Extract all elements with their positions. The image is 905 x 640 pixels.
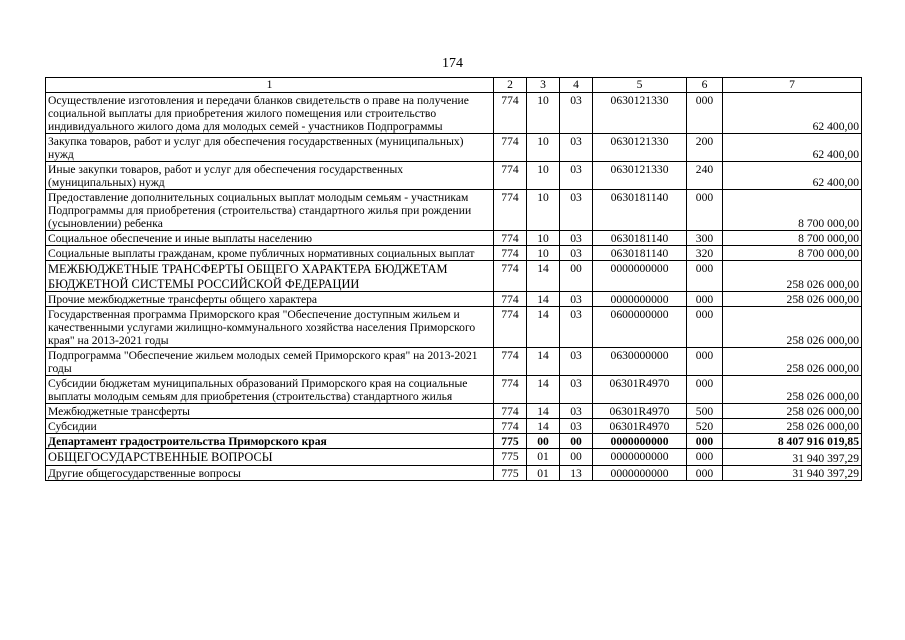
expense-type-cell: 000 <box>687 307 723 348</box>
table-row <box>46 162 862 190</box>
subsection-code-cell: 03 <box>560 404 593 419</box>
subsection-code-cell: 03 <box>560 162 593 190</box>
target-article-cell: 0000000000 <box>593 292 687 307</box>
table-row <box>46 246 862 261</box>
column-header: 5 <box>593 78 687 93</box>
section-code-cell: 00 <box>527 434 560 449</box>
page-number: 174 <box>442 56 463 71</box>
amount-cell: 258 026 000,00 <box>723 404 862 419</box>
target-article-cell: 0630181140 <box>593 231 687 246</box>
row-name-cell: Департамент градостроительства Приморского края <box>46 434 494 449</box>
admin-code-cell: 774 <box>494 162 527 190</box>
subsection-code-cell: 03 <box>560 246 593 261</box>
subsection-code-cell: 03 <box>560 231 593 246</box>
target-article-cell: 0630121330 <box>593 93 687 134</box>
subsection-code-cell: 03 <box>560 419 593 434</box>
subsection-code-cell: 03 <box>560 376 593 404</box>
table-row <box>46 404 862 419</box>
row-name-cell: Другие общегосударственные вопросы <box>46 465 494 480</box>
section-code-cell: 14 <box>527 348 560 376</box>
admin-code-cell: 774 <box>494 231 527 246</box>
section-code-cell: 10 <box>527 93 560 134</box>
admin-code-cell: 774 <box>494 261 527 292</box>
target-article-cell: 0630000000 <box>593 348 687 376</box>
section-code-cell: 14 <box>527 419 560 434</box>
table-row <box>46 449 862 466</box>
target-article-cell: 0000000000 <box>593 434 687 449</box>
amount-cell: 258 026 000,00 <box>723 307 862 348</box>
admin-code-cell: 774 <box>494 292 527 307</box>
expense-type-cell: 000 <box>687 292 723 307</box>
admin-code-cell: 774 <box>494 246 527 261</box>
table-row <box>46 134 862 162</box>
section-code-cell: 01 <box>527 449 560 466</box>
section-code-cell: 10 <box>527 246 560 261</box>
row-name-cell: Прочие межбюджетные трансферты общего характера <box>46 292 494 307</box>
admin-code-cell: 775 <box>494 434 527 449</box>
row-name-cell: Предоставление дополнительных социальных выплат молодым семьям - участникам Подпрограммы для приобретения (строительства) стандартного жилья при рождении (усыновлении) ребенка <box>46 190 494 231</box>
subsection-code-cell: 00 <box>560 261 593 292</box>
section-code-cell: 14 <box>527 404 560 419</box>
admin-code-cell: 774 <box>494 307 527 348</box>
admin-code-cell: 774 <box>494 93 527 134</box>
subsection-code-cell: 03 <box>560 348 593 376</box>
table-row <box>46 231 862 246</box>
row-name-cell: Субсидии бюджетам муниципальных образований Приморского края на социальные выплаты молодым семьям для приобретения (строительства) стандартного жилья <box>46 376 494 404</box>
amount-cell: 62 400,00 <box>723 162 862 190</box>
section-code-cell: 14 <box>527 376 560 404</box>
expense-type-cell: 520 <box>687 419 723 434</box>
row-name-cell: Осуществление изготовления и передачи бланков свидетельств о праве на получение социальной выплаты для приобретения жилого помещения или строительство индивидуального жилого дома для молодых семей - участников Подпрограммы <box>46 93 494 134</box>
row-name-cell: Субсидии <box>46 419 494 434</box>
column-header: 3 <box>527 78 560 93</box>
row-name-cell: Государственная программа Приморского края "Обеспечение доступным жильем и качественными услугами жилищно-коммунального хозяйства населения Приморского края" на 2013-2021 годы <box>46 307 494 348</box>
row-name-cell: Подпрограмма "Обеспечение жильем молодых семей Приморского края" на 2013-2021 годы <box>46 348 494 376</box>
expense-type-cell: 200 <box>687 134 723 162</box>
target-article-cell: 0630181140 <box>593 246 687 261</box>
target-article-cell: 06301R4970 <box>593 419 687 434</box>
amount-cell: 258 026 000,00 <box>723 376 862 404</box>
table-row <box>46 190 862 231</box>
admin-code-cell: 774 <box>494 404 527 419</box>
row-name-cell: Иные закупки товаров, работ и услуг для обеспечения государственных (муниципальных) нужд <box>46 162 494 190</box>
header-row <box>46 78 862 93</box>
amount-cell: 62 400,00 <box>723 93 862 134</box>
section-code-cell: 14 <box>527 261 560 292</box>
amount-cell: 31 940 397,29 <box>723 449 862 466</box>
expense-type-cell: 000 <box>687 449 723 466</box>
admin-code-cell: 774 <box>494 190 527 231</box>
column-header: 6 <box>687 78 723 93</box>
expense-type-cell: 000 <box>687 465 723 480</box>
target-article-cell: 0630121330 <box>593 162 687 190</box>
subsection-code-cell: 03 <box>560 134 593 162</box>
amount-cell: 62 400,00 <box>723 134 862 162</box>
table-row <box>46 292 862 307</box>
amount-cell: 258 026 000,00 <box>723 419 862 434</box>
expense-type-cell: 000 <box>687 261 723 292</box>
section-code-cell: 10 <box>527 134 560 162</box>
expense-type-cell: 000 <box>687 376 723 404</box>
row-name-cell: Социальное обеспечение и иные выплаты населению <box>46 231 494 246</box>
row-name-cell: Социальные выплаты гражданам, кроме публичных нормативных социальных выплат <box>46 246 494 261</box>
column-header: 2 <box>494 78 527 93</box>
subsection-code-cell: 03 <box>560 307 593 348</box>
table-row <box>46 419 862 434</box>
expense-type-cell: 320 <box>687 246 723 261</box>
expense-type-cell: 000 <box>687 190 723 231</box>
table-row <box>46 434 862 449</box>
admin-code-cell: 774 <box>494 376 527 404</box>
subsection-code-cell: 00 <box>560 434 593 449</box>
expense-type-cell: 000 <box>687 434 723 449</box>
section-code-cell: 10 <box>527 231 560 246</box>
row-name-cell: Межбюджетные трансферты <box>46 404 494 419</box>
table-row <box>46 465 862 480</box>
amount-cell: 258 026 000,00 <box>723 348 862 376</box>
subsection-code-cell: 03 <box>560 93 593 134</box>
column-header: 1 <box>46 78 494 93</box>
admin-code-cell: 775 <box>494 449 527 466</box>
amount-cell: 31 940 397,29 <box>723 465 862 480</box>
subsection-code-cell: 00 <box>560 449 593 466</box>
row-name-cell: Закупка товаров, работ и услуг для обеспечения государственных (муниципальных) нужд <box>46 134 494 162</box>
subsection-code-cell: 13 <box>560 465 593 480</box>
target-article-cell: 06301R4970 <box>593 404 687 419</box>
column-header: 7 <box>723 78 862 93</box>
subsection-code-cell: 03 <box>560 292 593 307</box>
subsection-code-cell: 03 <box>560 190 593 231</box>
target-article-cell: 0000000000 <box>593 261 687 292</box>
expense-type-cell: 300 <box>687 231 723 246</box>
expense-type-cell: 000 <box>687 93 723 134</box>
admin-code-cell: 774 <box>494 419 527 434</box>
row-name-cell: МЕЖБЮДЖЕТНЫЕ ТРАНСФЕРТЫ ОБЩЕГО ХАРАКТЕРА БЮДЖЕТАМ БЮДЖЕТНОЙ СИСТЕМЫ РОССИЙСКОЙ ФЕДЕРАЦИИ <box>46 261 494 292</box>
amount-cell: 258 026 000,00 <box>723 292 862 307</box>
amount-cell: 258 026 000,00 <box>723 261 862 292</box>
amount-cell: 8 700 000,00 <box>723 231 862 246</box>
amount-cell: 8 407 916 019,85 <box>723 434 862 449</box>
admin-code-cell: 774 <box>494 348 527 376</box>
expense-type-cell: 000 <box>687 348 723 376</box>
section-code-cell: 10 <box>527 162 560 190</box>
row-name-cell: ОБЩЕГОСУДАРСТВЕННЫЕ ВОПРОСЫ <box>46 449 494 466</box>
column-header: 4 <box>560 78 593 93</box>
section-code-cell: 14 <box>527 292 560 307</box>
table-row <box>46 348 862 376</box>
section-code-cell: 14 <box>527 307 560 348</box>
target-article-cell: 0600000000 <box>593 307 687 348</box>
section-code-cell: 01 <box>527 465 560 480</box>
target-article-cell: 0000000000 <box>593 449 687 466</box>
amount-cell: 8 700 000,00 <box>723 246 862 261</box>
target-article-cell: 0630181140 <box>593 190 687 231</box>
admin-code-cell: 775 <box>494 465 527 480</box>
expense-type-cell: 240 <box>687 162 723 190</box>
target-article-cell: 0630121330 <box>593 134 687 162</box>
table-row <box>46 376 862 404</box>
table-row <box>46 93 862 134</box>
admin-code-cell: 774 <box>494 134 527 162</box>
target-article-cell: 06301R4970 <box>593 376 687 404</box>
target-article-cell: 0000000000 <box>593 465 687 480</box>
budget-table <box>45 77 862 481</box>
expense-type-cell: 500 <box>687 404 723 419</box>
table-row <box>46 261 862 292</box>
section-code-cell: 10 <box>527 190 560 231</box>
amount-cell: 8 700 000,00 <box>723 190 862 231</box>
table-row <box>46 307 862 348</box>
